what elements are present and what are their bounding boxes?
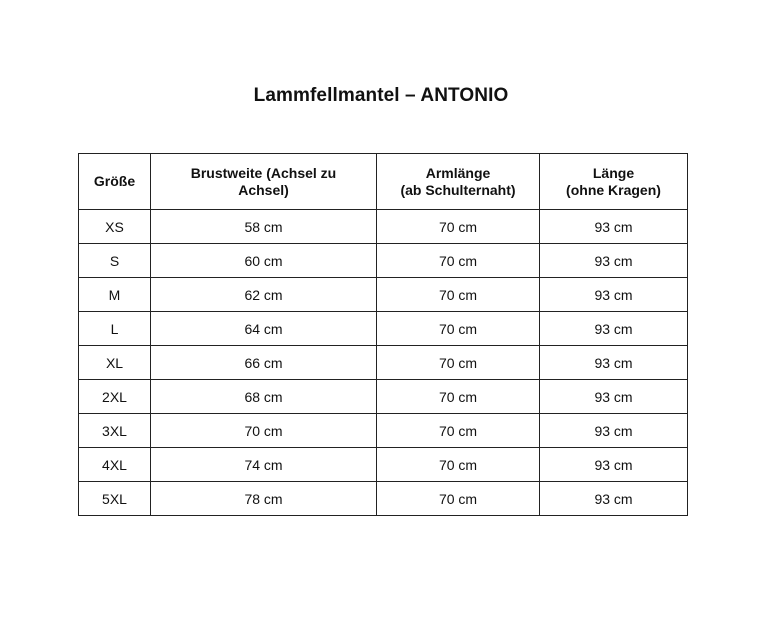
cell-chest-width: 68 cm [151, 380, 377, 414]
cell-length: 93 cm [540, 312, 688, 346]
cell-chest-width: 60 cm [151, 244, 377, 278]
cell-chest-width: 70 cm [151, 414, 377, 448]
cell-length: 93 cm [540, 482, 688, 516]
table-header-row [79, 154, 688, 210]
table-row [79, 414, 688, 448]
table-row [79, 244, 688, 278]
cell-length: 93 cm [540, 346, 688, 380]
cell-sleeve-length: 70 cm [377, 448, 540, 482]
cell-length: 93 cm [540, 210, 688, 244]
header-length: Länge (ohne Kragen) [540, 154, 688, 210]
cell-sleeve-length: 70 cm [377, 346, 540, 380]
cell-chest-width: 66 cm [151, 346, 377, 380]
size-table [78, 153, 688, 516]
cell-size: M [79, 278, 151, 312]
header-size: Größe [79, 154, 151, 210]
cell-size: S [79, 244, 151, 278]
cell-chest-width: 78 cm [151, 482, 377, 516]
table-row [79, 482, 688, 516]
table-row [79, 380, 688, 414]
table-row [79, 448, 688, 482]
page-title: Lammfellmantel – ANTONIO [253, 85, 509, 106]
cell-sleeve-length: 70 cm [377, 312, 540, 346]
cell-length: 93 cm [540, 414, 688, 448]
cell-length: 93 cm [540, 244, 688, 278]
table-row [79, 312, 688, 346]
cell-chest-width: 74 cm [151, 448, 377, 482]
cell-size: L [79, 312, 151, 346]
cell-sleeve-length: 70 cm [377, 278, 540, 312]
cell-sleeve-length: 70 cm [377, 244, 540, 278]
cell-size: 2XL [79, 380, 151, 414]
table-row [79, 278, 688, 312]
table-row [79, 346, 688, 380]
cell-sleeve-length: 70 cm [377, 210, 540, 244]
cell-chest-width: 64 cm [151, 312, 377, 346]
cell-sleeve-length: 70 cm [377, 414, 540, 448]
cell-chest-width: 62 cm [151, 278, 377, 312]
cell-sleeve-length: 70 cm [377, 482, 540, 516]
cell-size: 4XL [79, 448, 151, 482]
cell-size: XS [79, 210, 151, 244]
cell-length: 93 cm [540, 278, 688, 312]
cell-size: 5XL [79, 482, 151, 516]
cell-sleeve-length: 70 cm [377, 380, 540, 414]
cell-chest-width: 58 cm [151, 210, 377, 244]
header-sleeve-length: Armlänge (ab Schulternaht) [377, 154, 540, 210]
cell-length: 93 cm [540, 448, 688, 482]
cell-length: 93 cm [540, 380, 688, 414]
header-chest-width: Brustweite (Achsel zu Achsel) [151, 154, 377, 210]
cell-size: 3XL [79, 414, 151, 448]
cell-size: XL [79, 346, 151, 380]
table-row [79, 210, 688, 244]
